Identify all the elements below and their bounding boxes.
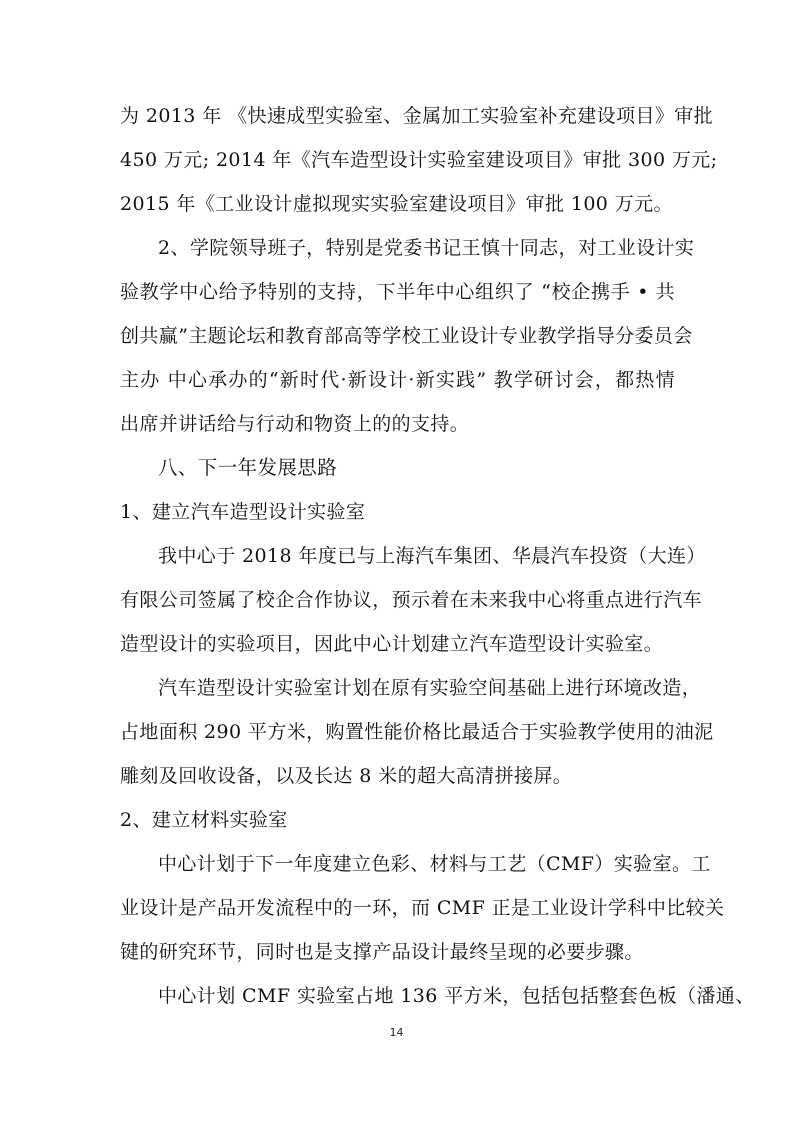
section-heading: 八、下一年发展思路 [158, 456, 338, 479]
text-line: 我中心于 2018 年度已与上海汽车集团、华晨汽车投资（大连） [158, 545, 706, 567]
text-line: 有限公司签属了校企合作协议，预示着在未来我中心将重点进行汽车 [120, 589, 703, 611]
text-line: 验教学中心给予特别的支持，下半年中心组织了 “校企携手 • 共 [120, 281, 675, 303]
text-line: 雕刻及回收设备，以及长达 8 米的超大高清拼接屏。 [120, 765, 573, 787]
text-line: 中心计划于下一年度建立色彩、材料与工艺（CMF）实验室。工 [158, 853, 711, 875]
text-line: 2015 年《工业设计虚拟现实实验室建设项目》审批 100 万元。 [120, 193, 673, 215]
subsection-heading: 1、建立汽车造型设计实验室 [120, 501, 366, 523]
text-line: 占地面积 290 平方米，购置性能价格比最适合于实验教学使用的油泥 [120, 721, 714, 743]
page-number: 14 [389, 1026, 404, 1039]
text-line: 出席并讲话给与行动和物资上的的支持。 [120, 413, 470, 435]
text-line: 为 2013 年 《快速成型实验室、金属加工实验室补充建设项目》审批 [120, 105, 714, 127]
text-line: 创共赢”主题论坛和教育部高等学校工业设计专业教学指导分委员会 [120, 325, 693, 347]
text-line: 汽车造型设计实验室计划在原有实验空间基础上进行环境改造， [158, 677, 702, 699]
text-line: 中心计划 CMF 实验室占地 136 平方米，包括包括整套色板（潘通、 [158, 985, 755, 1007]
subsection-heading: 2、建立材料实验室 [120, 809, 288, 831]
text-line: 450 万元; 2014 年《汽车造型设计实验室建设项目》审批 300 万元; [120, 149, 718, 171]
text-line: 2、学院领导班子，特别是党委书记王慎十同志，对工业设计实 [158, 237, 695, 259]
text-line: 键的研究环节，同时也是支撑产品设计最终呈现的必要步骤。 [120, 941, 644, 963]
text-line: 造型设计的实验项目，因此中心计划建立汽车造型设计实验室。 [120, 633, 664, 655]
text-line: 业设计是产品开发流程中的一环，而 CMF 正是工业设计学科中比较关 [120, 897, 725, 919]
text-line: 主办 中心承办的“新时代·新设计·新实践” 教学研讨会，都热情 [120, 369, 675, 391]
